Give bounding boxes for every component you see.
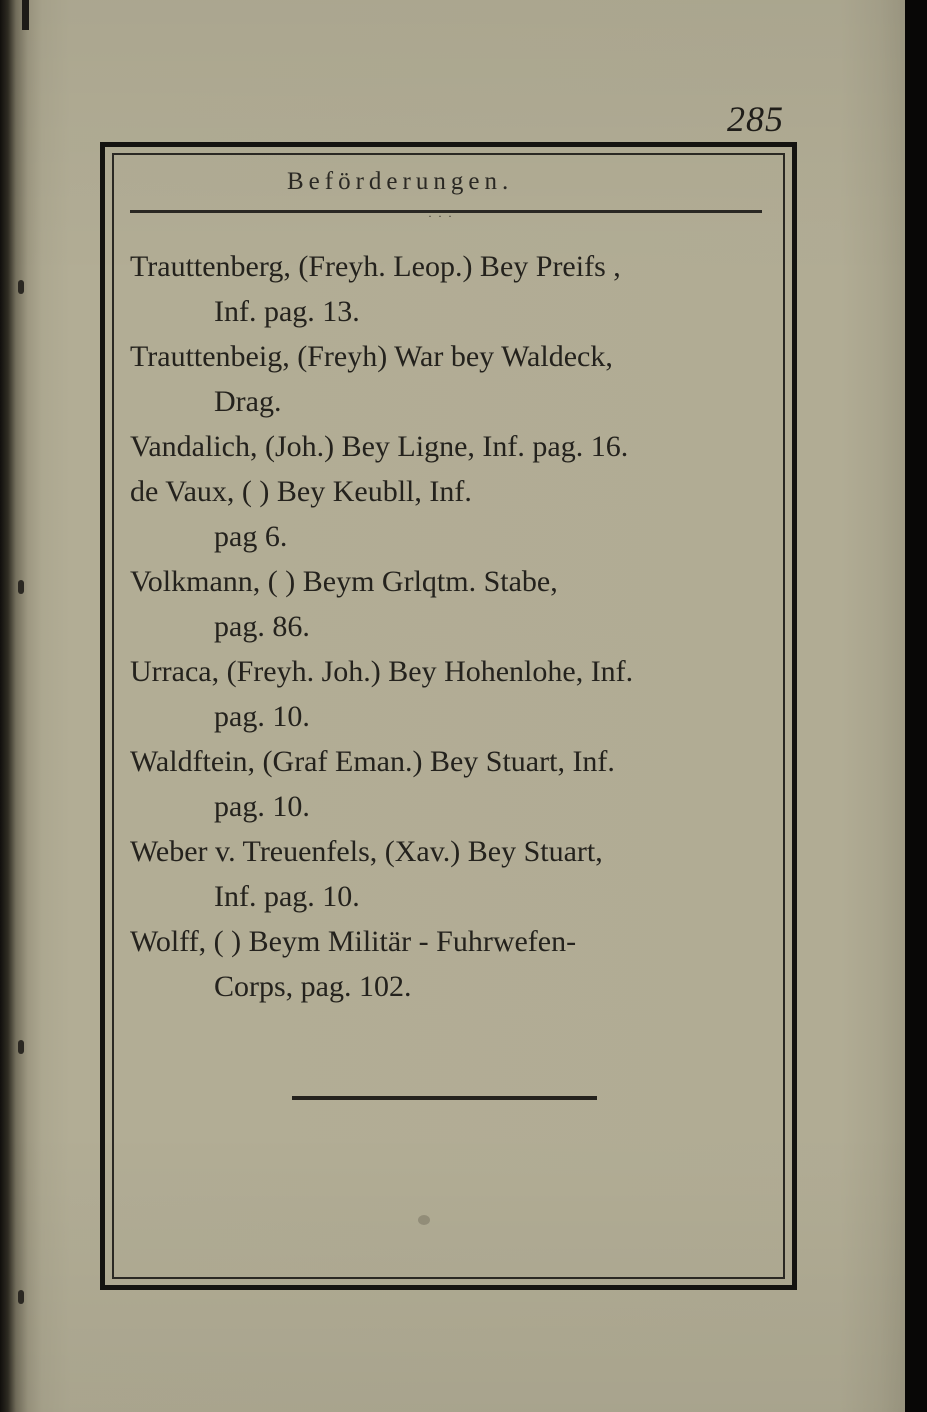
entry-continuation: pag 6. bbox=[214, 520, 288, 553]
binding-stitch bbox=[18, 1290, 24, 1304]
entry-continuation: pag. 10. bbox=[214, 790, 310, 823]
ink-smudge bbox=[418, 1215, 430, 1225]
entry-line: de Vaux, ( ) Bey Keubll, Inf. bbox=[130, 475, 472, 508]
entry-list bbox=[130, 244, 770, 1009]
section-title: Beförderungen. bbox=[287, 168, 514, 195]
binding-stitch bbox=[18, 280, 24, 294]
entry-continuation: Inf. pag. 13. bbox=[214, 295, 360, 328]
binding-stitch bbox=[18, 580, 24, 594]
entry-line: Volkmann, ( ) Beym Grlqtm. Stabe, bbox=[130, 565, 558, 598]
entry-continuation: Inf. pag. 10. bbox=[214, 880, 360, 913]
page-number: 285 bbox=[727, 99, 784, 139]
entry-line: Waldftein, (Graf Eman.) Bey Stuart, Inf. bbox=[130, 745, 615, 778]
entry-line: Vandalich, (Joh.) Bey Ligne, Inf. pag. 16. bbox=[130, 430, 629, 463]
entry-line: Wolff, ( ) Beym Militär - Fuhrwefen- bbox=[130, 925, 577, 958]
entry-line: Trauttenbeig, (Freyh) War bey Waldeck, bbox=[130, 340, 613, 373]
closing-rule bbox=[292, 1096, 597, 1100]
entry-line: Urraca, (Freyh. Joh.) Bey Hohenlohe, Inf. bbox=[130, 655, 634, 688]
entry-line: Trauttenberg, (Freyh. Leop.) Bey Preifs , bbox=[130, 250, 621, 283]
binding-mark bbox=[22, 0, 29, 30]
entry-continuation: pag. 86. bbox=[214, 610, 310, 643]
binding-stitch bbox=[18, 1040, 24, 1054]
entry-line: Weber v. Treuenfels, (Xav.) Bey Stuart, bbox=[130, 835, 603, 868]
entry-continuation: pag. 10. bbox=[214, 700, 310, 733]
scan-edge bbox=[905, 0, 927, 1412]
entry-continuation: Drag. bbox=[214, 385, 282, 418]
entry-continuation: Corps, pag. 102. bbox=[214, 970, 412, 1003]
header-ornament: ··· bbox=[428, 209, 458, 223]
